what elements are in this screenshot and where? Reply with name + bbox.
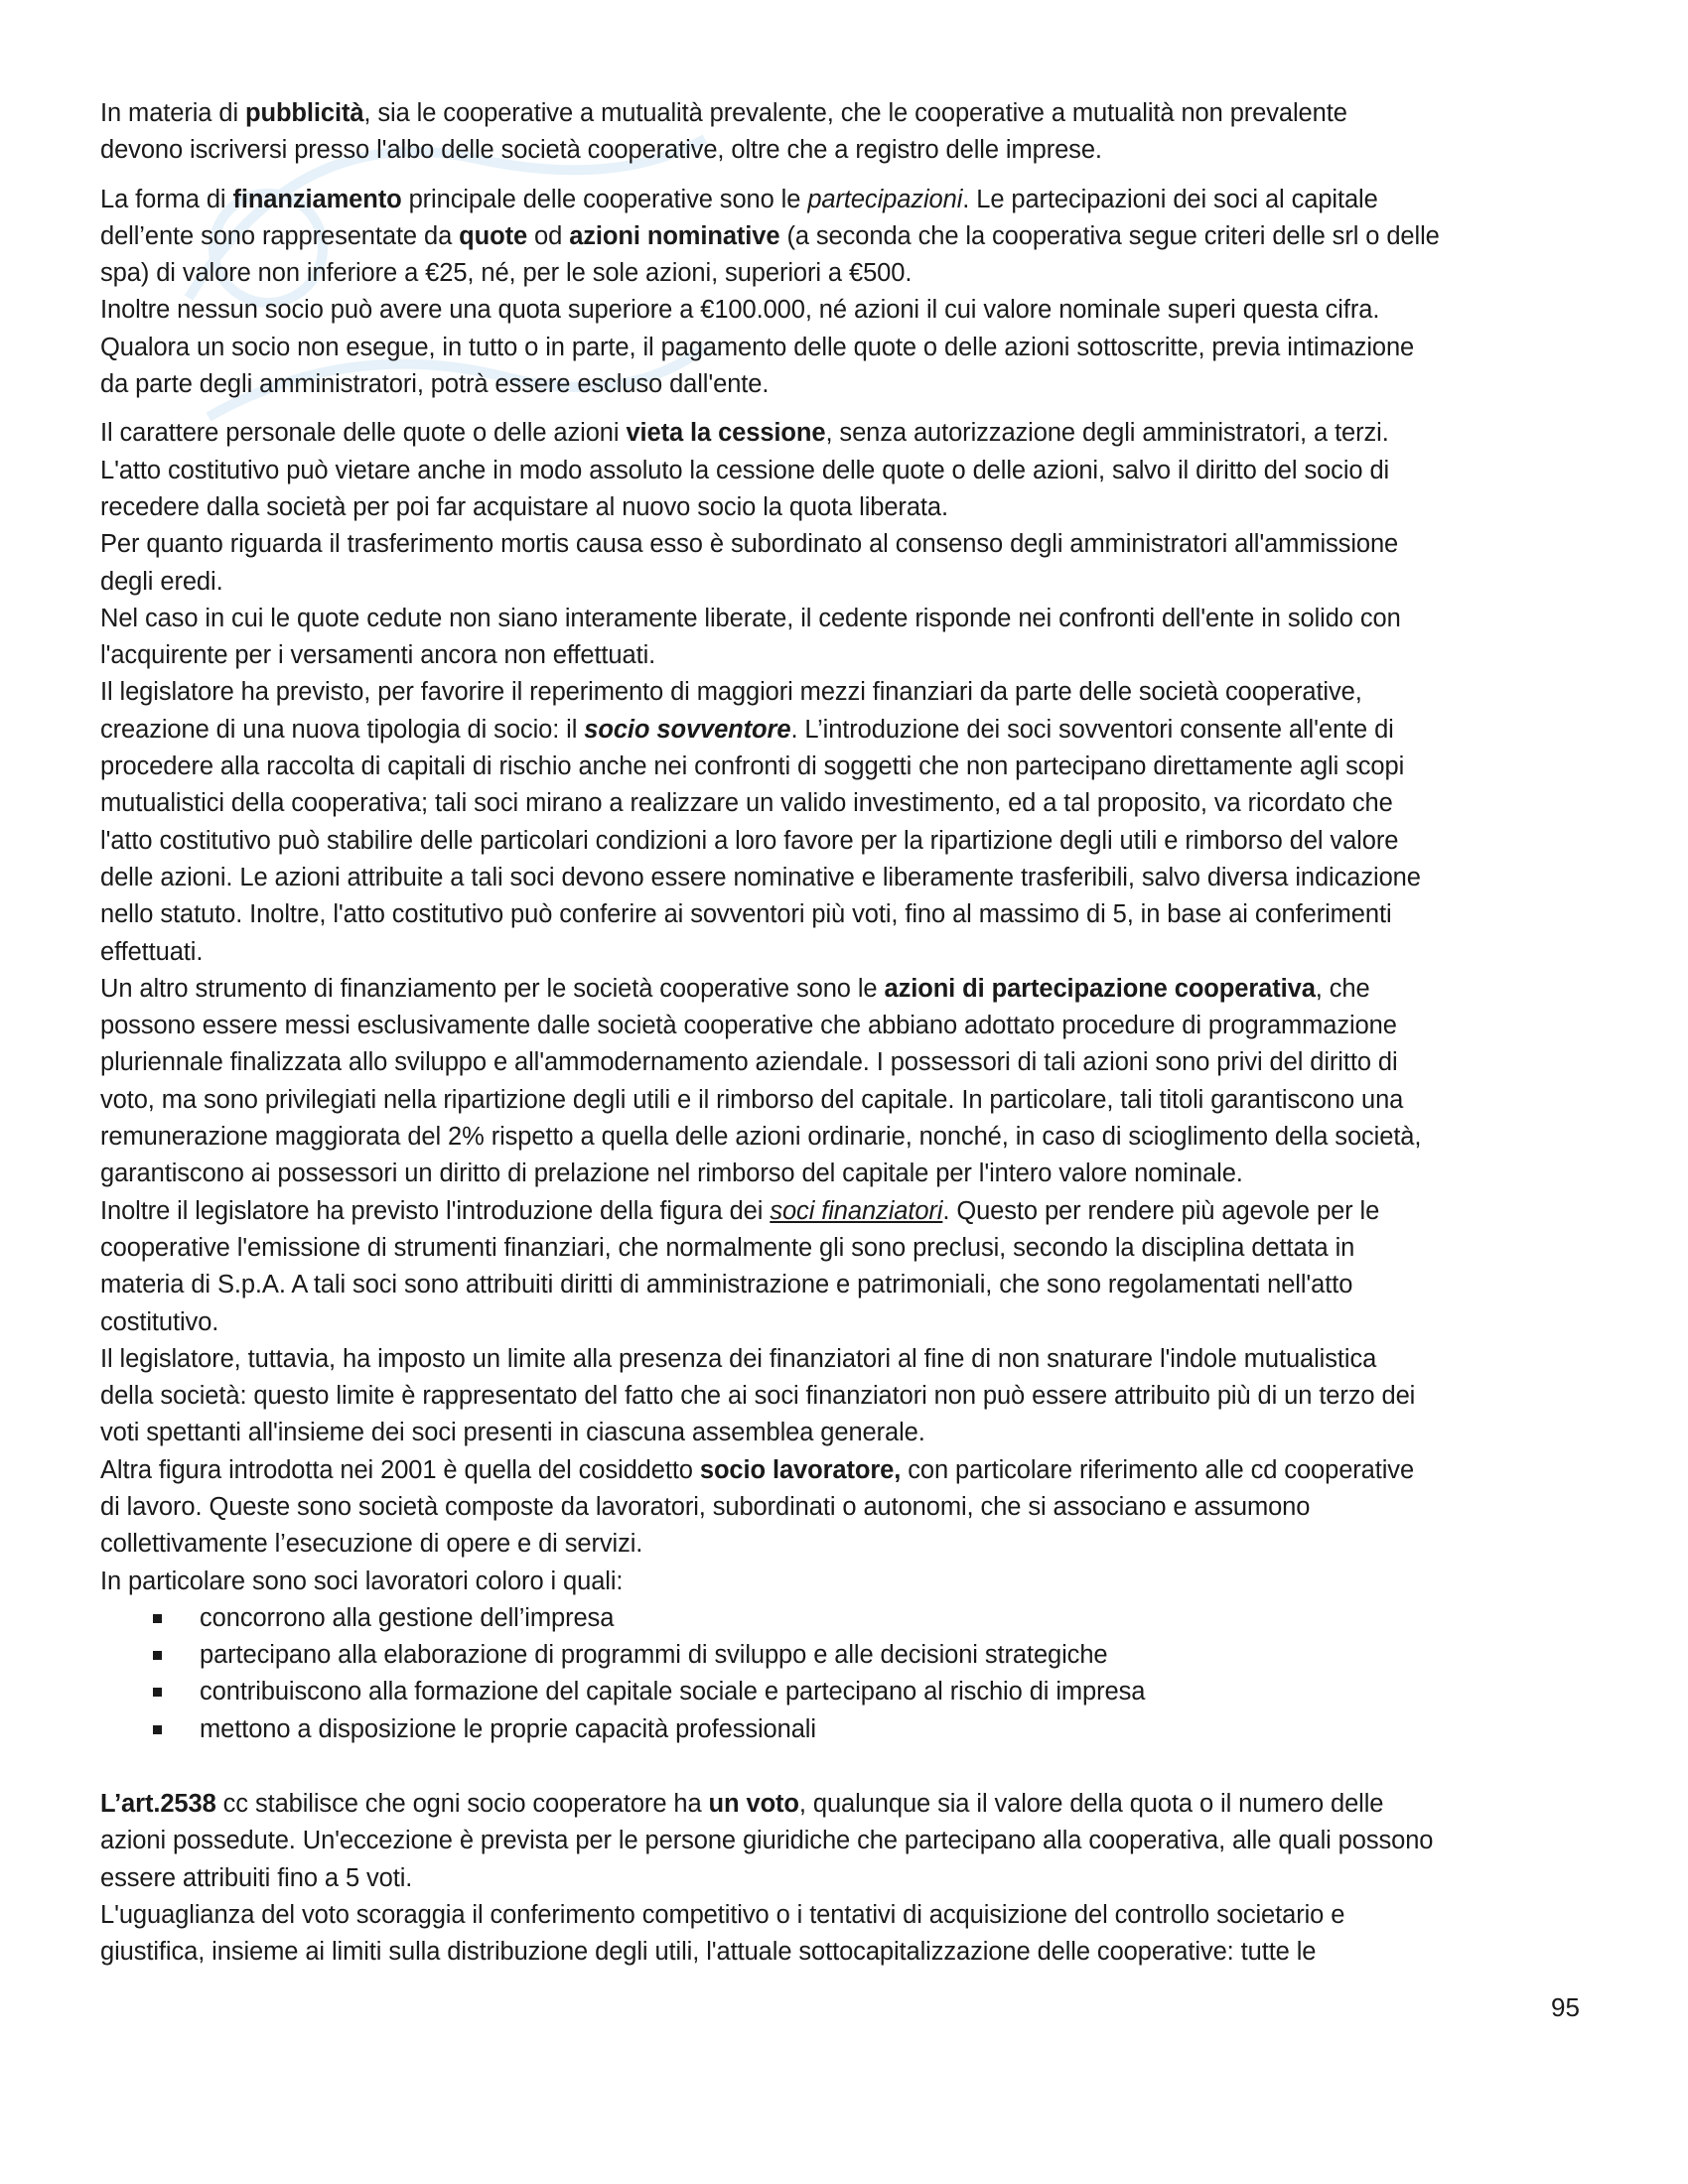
page-number: 95 [1551, 1992, 1580, 2022]
paragraph-pubblicita: In materia di pubblicità, sia le cooperative a mutualità prevalente, che le cooperative a mutualità non prevalente devono iscriversi presso l'albo delle società cooperative, oltre che a registro delle imprese. [100, 99, 1347, 165]
list-item: mettono a disposizione le proprie capacità professionali [100, 1711, 1590, 1748]
paragraph-art-2538: L’art.2538 cc stabilisce che ogni socio cooperatore ha un voto, qualunque sia il valore della quota o il numero delle azioni possedute. Un'eccezione è prevista per le persone giuridiche che partecipano alla cooperativa, alle quali possono essere attribuiti fino a 5 voti. L'uguaglianza del voto scoraggia il conferimento competitivo o i tentativi di acquisizione del controllo societario e giustifica, insieme ai limiti sulla distribuzione degli utili, l'attuale sottocapitalizzazione delle cooperative: tutte le [100, 1790, 1434, 1967]
list-item: partecipano alla elaborazione di programmi di sviluppo e alle decisioni strategiche [100, 1637, 1590, 1674]
bullet-list-soci-lavoratori [100, 1600, 1590, 1748]
list-item: contribuiscono alla formazione del capitale sociale e partecipano al rischio di impresa [100, 1674, 1590, 1710]
list-item: concorrono alla gestione dell’impresa [100, 1600, 1590, 1637]
paragraph-finanziamento: La forma di finanziamento principale delle cooperative sono le partecipazioni. Le partecipazioni dei soci al capitale dell’ente sono rappresentate da quote od azioni nominative (a seconda che la cooperativa segue criteri delle srl o delle spa) di valore non inferiore a €25, né, per le sole azioni, superiori a €500. Inoltre nessun socio può avere una quota superiore a €100.000, né azioni il cui valore nominale superi questa cifra. Qualora un socio non esegue, in tutto o in parte, il pagamento delle quote o delle azioni sottoscritte, previa intimazione da parte degli amministratori, potrà essere escluso dall'ente. [100, 185, 1440, 399]
document-body [100, 95, 1590, 1972]
paragraph-cessione-soci: Il carattere personale delle quote o delle azioni vieta la cessione, senza autorizzazione degli amministratori, a terzi. L'atto costitutivo può vietare anche in modo assoluto la cessione delle quote o delle azioni, salvo il diritto del socio di recedere dalla società per poi far acquistare al nuovo socio la quota liberata. Per quanto riguarda il trasferimento mortis causa esso è subordinato al consenso degli amministratori all'ammissione degli eredi. Nel caso in cui le quote cedute non siano interamente liberate, il cedente risponde nei confronti dell'ente in solido con l'acquirente per i versamenti ancora non effettuati. Il legislatore ha previsto, per favorire il reperimento di maggiori mezzi finanziari da parte delle società cooperative, creazione di una nuova tipologia di socio: il socio sovventore. L’introduzione dei soci sovventori consente all'ente di procedere alla raccolta di capitali di rischio anche nei confronti di soggetti che non partecipano direttamente agli scopi mutualistici della cooperativa; tali soci mirano a realizzare un valido investimento, ed a tal proposito, va ricordato che l'atto costitutivo può stabilire delle particolari condizioni a loro favore per la ripartizione degli utili e rimborso del valore delle azioni. Le azioni attribuite a tali soci devono essere nominative e liberamente trasferibili, salvo diversa indicazione nello statuto. Inoltre, l'atto costitutivo può conferire ai sovventori più voti, fino al massimo di 5, in base ai conferimenti effettuati. Un altro strumento di finanziamento per le società cooperative sono le azioni di partecipazione cooperativa, che possono essere messi esclusivamente dalle società cooperative che abbiano adottato procedure di programmazione pluriennale finalizzata allo sviluppo e all'ammodernamento aziendale. I possessori di tali azioni sono privi del diritto di voto, ma sono privilegiati nella ripartizione degli utili e il rimborso del capitale. In particolare, tali titoli garantiscono una remunerazione maggiorata del 2% rispetto a quella delle azioni ordinarie, nonché, in caso di scioglimento della società, garantiscono ai possessori un diritto di prelazione nel rimborso del capitale per l'intero valore nominale. Inoltre il legislatore ha previsto l'introduzione della figura dei soci finanziatori. Questo per rendere più agevole per le cooperative l'emissione di strumenti finanziari, che normalmente gli sono preclusi, secondo la disciplina dettata in materia di S.p.A. A tali soci sono attribuiti diritti di amministrazione e patrimoniali, che sono regolamentati nell'atto costitutivo. Il legislatore, tuttavia, ha imposto un limite alla presenza dei finanziatori al fine di non snaturare l'indole mutualistica della società: questo limite è rappresentato del fatto che ai soci finanziatori non può essere attribuito più di un terzo dei voti spettanti all'insieme dei soci presenti in ciascuna assemblea generale. Altra figura introdotta nei 2001 è quella del cosiddetto socio lavoratore, con particolare riferimento alle cd cooperative di lavoro. Queste sono società composte da lavoratori, subordinati o autonomi, che si associano e assumono collettivamente l’esecuzione di opere e di servizi. In particolare sono soci lavoratori coloro i quali: [100, 419, 1422, 1595]
